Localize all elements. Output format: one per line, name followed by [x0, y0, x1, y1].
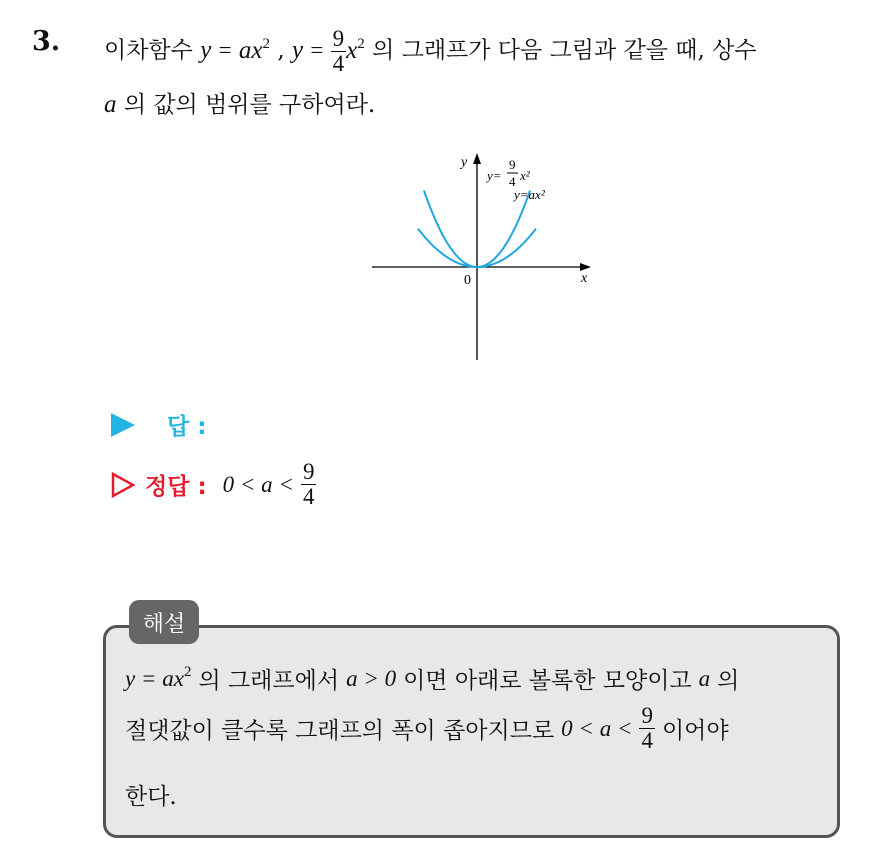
expl-text-d: 절댓값이 클수록 그래프의 폭이 좁아지므로	[125, 718, 555, 745]
solution-fraction: $\frac{9}{4}$	[302, 459, 315, 510]
expl-text-e: 이어야	[661, 718, 729, 745]
explanation-tab: 해설	[129, 600, 199, 644]
svg-text:4: 4	[509, 174, 516, 189]
expl-condition: a > 0	[346, 665, 397, 691]
eq2-lhs: y	[291, 36, 304, 64]
answer-row	[111, 408, 206, 441]
svg-text:y=: y=	[487, 168, 502, 183]
parabola-graph	[360, 150, 600, 365]
expl-range: 0 < a <	[561, 715, 633, 741]
origin-label: 0	[464, 273, 471, 288]
y-axis-arrow	[473, 153, 481, 164]
solution-row	[111, 460, 316, 509]
svg-text:x²: x²	[520, 168, 530, 183]
play-outline-icon	[111, 472, 135, 498]
eq1-lhs: y	[200, 36, 212, 64]
expl-text-c: 의	[717, 668, 740, 694]
expl-eq: $y = ax^2$	[125, 663, 192, 691]
expl-text-a: 의 그래프에서	[198, 668, 340, 694]
eq-separator: ,	[277, 37, 285, 64]
svg-text:9: 9	[509, 157, 516, 172]
question-line-1: 이차함수 $y = ax^2$ , y = $\frac{9}{4}$ $x^2$ 의 그래프가 다음 그림과 같을 때, 상수	[104, 26, 757, 77]
question-number: 3.	[32, 26, 61, 57]
question-prefix: 이차함수	[104, 37, 193, 64]
question-line2-text: 의 값의 범위를 구하여라.	[123, 92, 376, 118]
explanation-line-2	[125, 704, 729, 753]
expl-fraction: $\frac{9}{4}$	[641, 703, 653, 754]
curve1-label	[485, 157, 531, 189]
question-suffix: 의 그래프가 다음 그림과 같을 때, 상수	[372, 37, 757, 64]
expl-text-b: 이면 아래로 볼록한 모양이고	[403, 668, 692, 694]
curve2-label: y=ax²	[514, 187, 545, 202]
eq2-var: $x^2$	[346, 35, 365, 64]
eq1-rhs: $ax^2$	[238, 35, 271, 64]
eq2-fraction: $\frac{9}{4}$	[332, 26, 345, 77]
question-line-2	[104, 86, 375, 119]
y-axis-label: y	[461, 155, 468, 170]
x-axis-arrow	[580, 263, 591, 271]
answer-label: 답 :	[167, 414, 207, 440]
explanation-line-1	[125, 662, 739, 695]
expl-var-a: a	[698, 665, 711, 691]
explanation-line-3: 한다.	[125, 784, 177, 810]
question-var-a: a	[104, 91, 117, 118]
solution-value: 0 < a < $\frac{9}{4}$	[222, 459, 315, 510]
x-axis-label: x	[581, 271, 588, 286]
solution-label: 정답 :	[145, 474, 207, 501]
play-arrow-icon	[111, 413, 135, 437]
